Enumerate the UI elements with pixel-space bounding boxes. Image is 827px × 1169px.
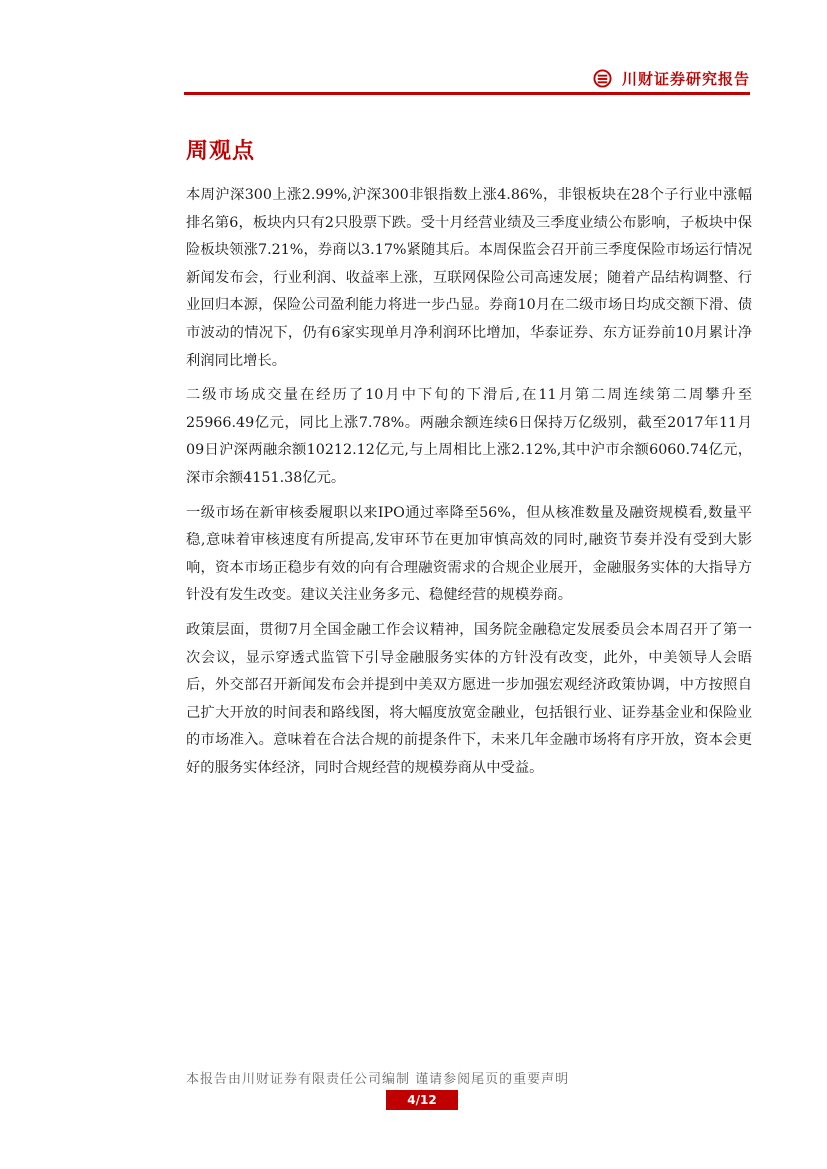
section-title: 周观点 — [186, 139, 256, 164]
chuancai-logo-icon — [593, 69, 612, 88]
paragraph-secondary-market: 二级市场成交量在经历了10月中下旬的下滑后,在11月第二周连续第二周攀升至25966.49亿元，同比上涨7.78%。两融余额连续6日保持万亿级别，截至2017年11月09日沪深两融余额10212.12亿元,与上周相比上涨2.12%,其中沪市余额6060.74亿元，深市余额4151.38亿元。 — [186, 387, 752, 486]
paragraph-primary-market: 一级市场在新审核委履职以来IPO通过率降至56%，但从核准数量及融资规模看,数量平稳,意味着审核速度有所提高,发审环节在更加审慎高效的同时,融资节奏并没有受到大影响，资本市场正稳步有效的向有合理融资需求的合规企业展开，金融服务实体的大指导方针没有发生改变。建议关注业务多元、稳健经营的规模券商。 — [186, 504, 752, 604]
page-header — [184, 66, 750, 92]
brand-title: 川财证券研究报告 — [621, 70, 750, 88]
paragraph-policy: 政策层面，贯彻7月全国金融工作会议精神，国务院金融稳定发展委员会本周召开了第一次会议，显示穿透式监管下引导金融服务实体的方针没有改变，此外，中美领导人会晤后，外交部召开新闻发布会并提到中美双方愿进一步加强宏观经济政策协调，中方按照自己扩大开放的时间表和路线图，将大幅度放宽金融业，包括银行业、证券基金业和保险业的市场准入。意味着在合法合规的前提条件下，未来几年金融市场将有序开放，资本会更好的服务实体经济，同时合规经营的规模券商从中受益。 — [186, 621, 752, 776]
footer-disclaimer: 本报告由川财证券有限责任公司编制 谨请参阅尾页的重要声明 — [186, 1072, 570, 1087]
article-body — [186, 182, 752, 789]
page-number: 4/12 — [386, 1090, 458, 1110]
header-brand — [593, 68, 750, 89]
paragraph-market-overview: 本周沪深300上涨2.99%,沪深300非银指数上涨4.86%，非银板块在28个子行业中涨幅排名第6，板块内只有2只股票下跌。受十月经营业绩及三季度业绩公布影响，子板块中保险板块领涨7.21%，券商以3.17%紧随其后。本周保监会召开前三季度保险市场运行情况新闻发布会，行业利润、收益率上涨，互联网保险公司高速发展；随着产品结构调整、行业回归本源，保险公司盈利能力将进一步凸显。券商10月在二级市场日均成交额下滑、债市波动的情况下，仍有6家实现单月净利润环比增加，华泰证券、东方证券前10月累计净利润同比增长。 — [186, 187, 752, 369]
header-divider — [184, 92, 750, 95]
